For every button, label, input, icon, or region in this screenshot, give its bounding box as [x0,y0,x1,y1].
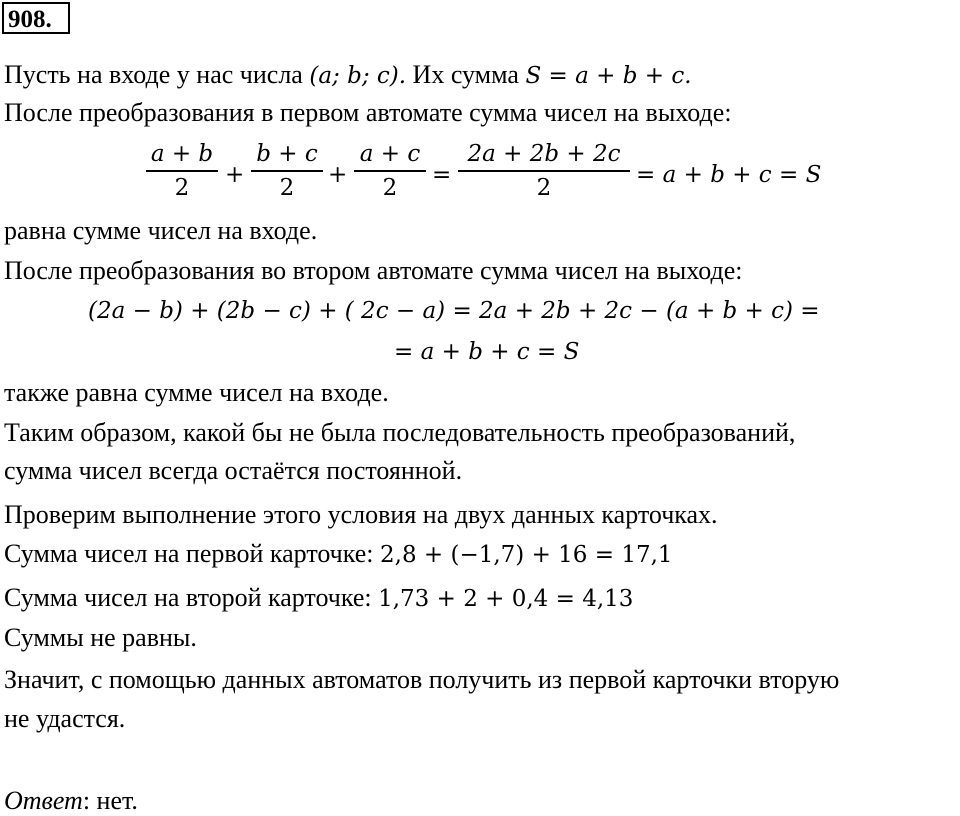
fraction-1-denominator: 2 [174,175,190,201]
intro-text: Пусть на входе у нас числа [4,60,303,89]
answer-value: : нет. [82,786,138,815]
invariant-line-2: сумма чисел всегда остаётся постоянной. [4,456,463,485]
invariant-line-1: Таким образом, какой бы не была последовательность преобразований, [4,418,796,447]
fraction-2-denominator: 2 [279,175,295,201]
second-card-sum-math: 1,73 + 2 + 0,4 = 4,13 [378,586,634,612]
first-automaton-line: После преобразования в первом автомате сумма чисел на выходе: [4,98,732,127]
equation-second-automaton-line-2: = a + b + c = S [394,339,580,365]
first-card-sum-text: Сумма чисел на первой карточке: [4,539,374,568]
answer-line [4,786,138,816]
fraction-4 [458,141,630,201]
sums-not-equal: Суммы не равны. [4,623,197,652]
conclusion-line-2: не удастся. [4,704,126,733]
fraction-3-numerator: a + c [359,141,421,167]
fraction-1-numerator: a + b [150,141,214,167]
intro-line [4,60,692,91]
second-card-sum-line [4,583,633,614]
equation-1-result: = a + b + c = S [636,162,822,188]
fraction-3-denominator: 2 [382,175,398,201]
fraction-2-numerator: b + c [256,141,318,167]
plus-sign-1: + [225,162,245,188]
first-card-sum-line [4,539,673,570]
equation-second-automaton-line-1: (2a − b) + (2b − c) + ( 2c − a) = 2a + 2b + 2c − (a + b + c) = [88,298,820,324]
input-tuple: (a; b; c). [309,63,407,89]
equals-sign: = [432,162,452,188]
answer-label: Ответ [4,786,83,815]
first-card-sum-math: 2,8 + (−1,7) + 16 = 17,1 [380,542,673,568]
second-card-sum-text: Сумма чисел на второй карточке: [4,583,372,612]
conclusion-line-1: Значит, с помощью данных автоматов получить из первой карточки вторую [4,665,840,694]
second-automaton-conclusion: также равна сумме чисел на входе. [4,378,389,407]
intro-text-2: Их сумма [412,60,519,89]
check-cards-line: Проверим выполнение этого условия на двух данных карточках. [4,500,718,529]
fraction-2 [251,141,323,201]
plus-sign-2: + [328,162,348,188]
sum-definition: S = a + b + c. [525,63,692,89]
first-automaton-conclusion: равна сумме чисел на входе. [4,216,318,245]
second-automaton-line: После преобразования во втором автомате сумма чисел на выходе: [4,256,743,285]
problem-number: 908. [2,2,70,34]
fraction-1 [146,141,218,201]
fraction-3 [354,141,426,201]
fraction-4-denominator: 2 [536,175,552,201]
fraction-4-numerator: 2a + 2b + 2c [467,141,621,167]
